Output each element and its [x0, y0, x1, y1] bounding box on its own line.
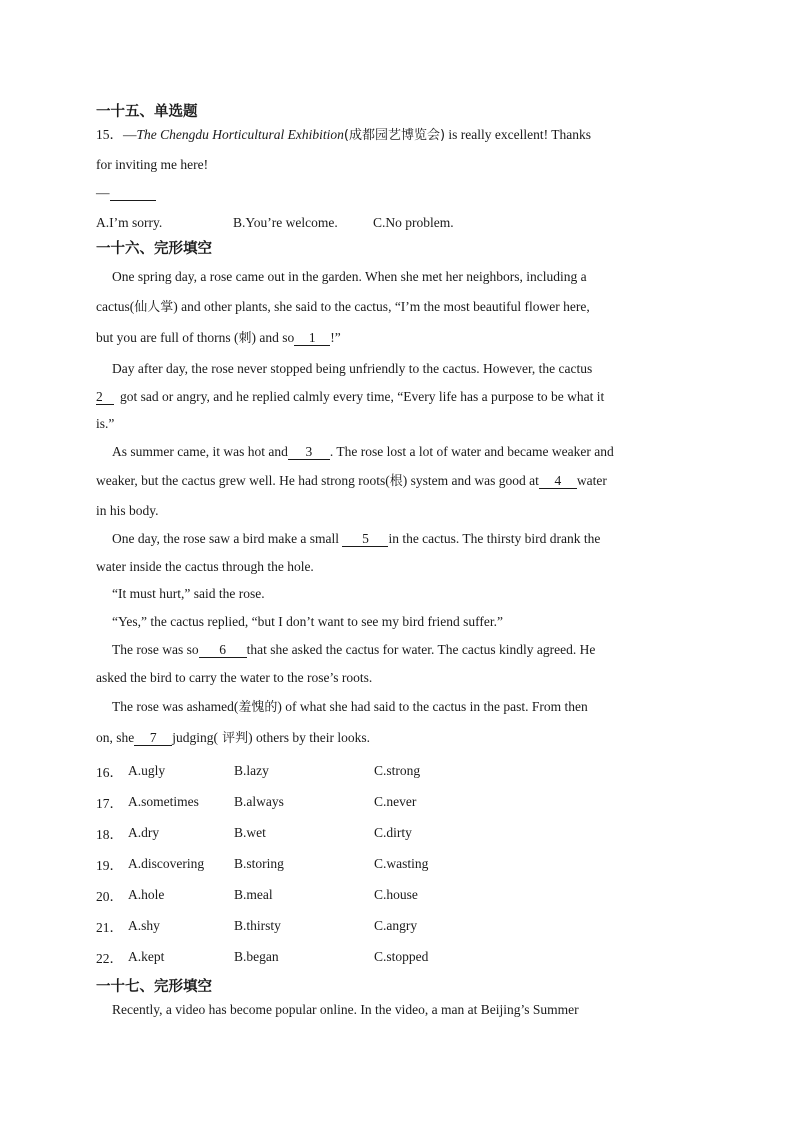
section-15-heading: 一十五、单选题	[96, 104, 198, 120]
question-number: 18．	[96, 826, 123, 842]
section-16-heading: 一十六、完形填空	[96, 241, 212, 257]
blank-7[interactable]: 7	[134, 731, 172, 746]
option-row	[96, 941, 696, 972]
choice-b[interactable]: B.You’re welcome.	[233, 215, 338, 230]
question-number: 20．	[96, 888, 123, 904]
blank-1[interactable]: 1	[294, 331, 330, 346]
passage-line: One day, the rose saw a bird make a small 5 in the cactus. The thirsty bird drank the	[112, 531, 601, 546]
option-c[interactable]: C.dirty	[374, 824, 412, 840]
options-list	[96, 755, 696, 972]
passage-line: on, she 7 judging( 评判) others by their looks.	[96, 730, 370, 746]
option-a[interactable]: A.hole	[128, 886, 165, 902]
blank-6[interactable]: 6	[199, 643, 247, 658]
passage-line: cactus(仙人掌) and other plants, she said to the cactus, “I’m the most beautiful flower here,	[96, 299, 590, 315]
option-a[interactable]: A.shy	[128, 917, 160, 933]
option-c[interactable]: C.angry	[374, 917, 418, 933]
option-a[interactable]: A.dry	[128, 824, 160, 840]
option-row	[96, 879, 696, 910]
passage-line: The rose was so 6 that she asked the cactus for water. The cactus kindly agreed. He	[112, 642, 596, 657]
question-number: 22．	[96, 950, 123, 966]
question-number: 19．	[96, 857, 123, 873]
question-number: 21．	[96, 919, 123, 935]
passage-line: water inside the cactus through the hole.	[96, 559, 314, 574]
answer-blank[interactable]	[110, 186, 156, 201]
option-b[interactable]: B.storing	[234, 855, 284, 871]
option-c[interactable]: C.strong	[374, 762, 421, 778]
passage-line: weaker, but the cactus grew well. He had strong roots(根) system and was good at 4 water	[96, 473, 607, 489]
choice-a[interactable]: A.I’m sorry.	[96, 215, 163, 230]
option-row	[96, 910, 696, 941]
option-b[interactable]: B.thirsty	[234, 917, 281, 933]
passage-line: 2 got sad or angry, and he replied calmly every time, “Every life has a purpose to be what it	[96, 389, 605, 404]
passage-line: but you are full of thorns (刺) and so 1 !”	[96, 330, 341, 346]
passage-line: Recently, a video has become popular online. In the video, a man at Beijing’s Summer	[112, 1002, 579, 1017]
option-c[interactable]: C.wasting	[374, 855, 429, 871]
question-15-answer-blank: —	[96, 183, 696, 203]
option-b[interactable]: B.always	[234, 793, 284, 809]
passage-line: One spring day, a rose came out in the garden. When she met her neighbors, including a	[112, 269, 587, 284]
option-a[interactable]: A.ugly	[128, 762, 166, 778]
option-b[interactable]: B.wet	[234, 824, 266, 840]
passage-line: asked the bird to carry the water to the rose’s roots.	[96, 670, 373, 685]
blank-5[interactable]: 5	[342, 532, 388, 547]
question-15-line-1: 15．—The Chengdu Horticultural Exhibition(成都园艺博览会) is really excellent! Thanks	[96, 127, 591, 143]
section-17-heading: 一十七、完形填空	[96, 979, 212, 995]
passage-line: The rose was ashamed(羞愧的) of what she had said to the cactus in the past. From then	[112, 699, 588, 715]
option-a[interactable]: A.kept	[128, 948, 165, 964]
question-15-line-2: for inviting me here!	[96, 157, 209, 172]
option-row	[96, 848, 696, 879]
option-b[interactable]: B.began	[234, 948, 279, 964]
exam-page	[96, 98, 696, 1020]
option-row	[96, 786, 696, 817]
option-b[interactable]: B.lazy	[234, 762, 269, 778]
question-number: 15．	[96, 127, 123, 142]
option-c[interactable]: C.house	[374, 886, 418, 902]
option-row	[96, 755, 696, 786]
blank-4[interactable]: 4	[539, 474, 577, 489]
choice-c[interactable]: C.No problem.	[373, 215, 454, 230]
option-a[interactable]: A.discovering	[128, 855, 205, 871]
question-number: 17．	[96, 795, 123, 811]
passage-line: Day after day, the rose never stopped being unfriendly to the cactus. However, the cactus	[112, 361, 593, 376]
question-number: 16．	[96, 764, 123, 780]
option-c[interactable]: C.never	[374, 793, 417, 809]
passage-line: “It must hurt,” said the rose.	[112, 586, 265, 601]
blank-2[interactable]: 2	[96, 390, 114, 405]
option-b[interactable]: B.meal	[234, 886, 273, 902]
exhibition-name: The Chengdu Horticultural Exhibition	[136, 127, 344, 142]
blank-3[interactable]: 3	[288, 445, 330, 460]
option-row	[96, 817, 696, 848]
option-c[interactable]: C.stopped	[374, 948, 429, 964]
passage-line: in his body.	[96, 503, 159, 518]
question-15-choices	[96, 212, 696, 234]
passage-line: is.”	[96, 416, 115, 431]
passage-line: “Yes,” the cactus replied, “but I don’t want to see my bird friend suffer.”	[112, 614, 504, 629]
option-a[interactable]: A.sometimes	[128, 793, 199, 809]
passage-line: As summer came, it was hot and 3 . The rose lost a lot of water and became weaker and	[112, 444, 614, 459]
